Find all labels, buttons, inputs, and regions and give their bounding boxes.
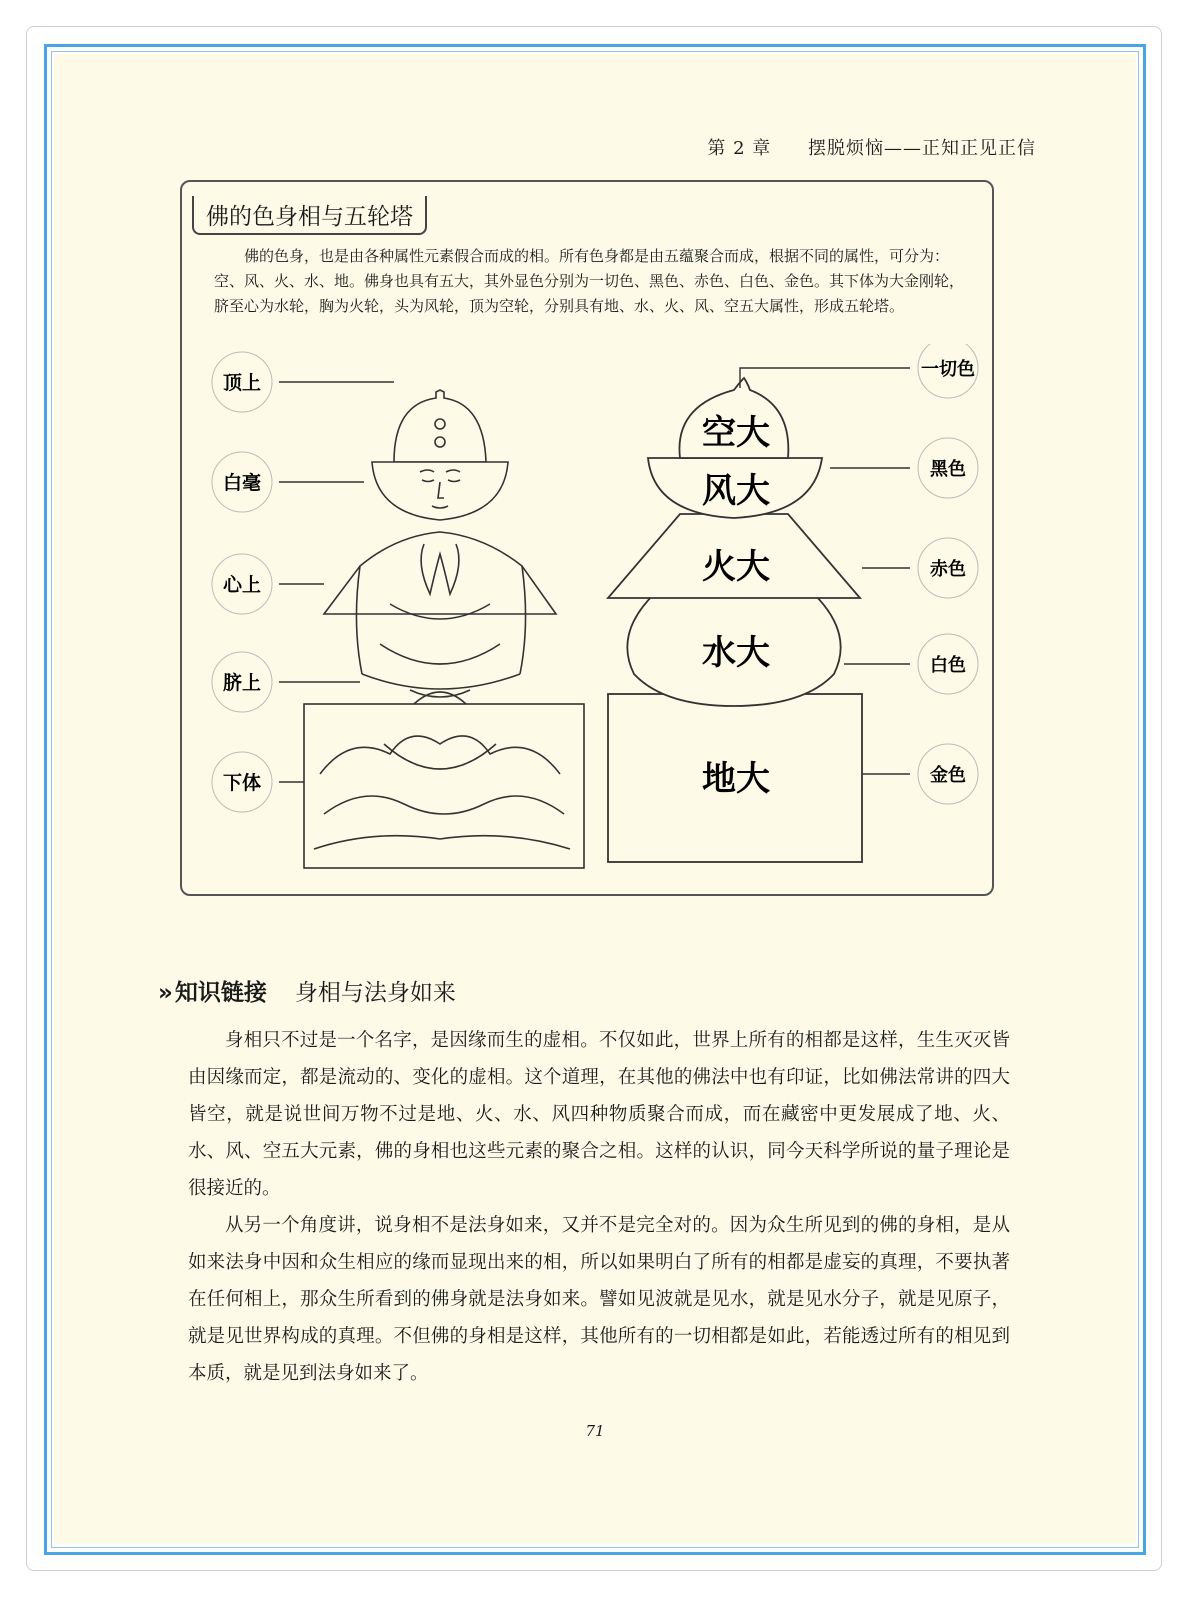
body-label-text: 白毫 bbox=[222, 472, 262, 494]
color-label-text: 一切色 bbox=[921, 359, 975, 380]
body-labels bbox=[212, 352, 272, 812]
running-header bbox=[707, 134, 1036, 160]
body-label-urna bbox=[212, 452, 272, 512]
chapter-title: 摆脱烦恼——正知正见正信 bbox=[808, 138, 1036, 159]
color-label-text: 黑色 bbox=[930, 459, 966, 480]
figure-title: 佛的色身相与五轮塔 bbox=[192, 196, 427, 235]
page-number: 71 bbox=[585, 1422, 605, 1440]
element-label-water: 水大 bbox=[702, 633, 770, 673]
double-chevron-icon: » bbox=[158, 980, 173, 1006]
body-label-text: 顶上 bbox=[222, 372, 262, 394]
paragraph: 身相只不过是一个名字，是因缘而生的虚相。不仅如此，世界上所有的相都是这样，生生灭灭皆由因缘而定，都是流动的、变化的虚相。这个道理，在其他的佛法中也有印证，比如佛法常讲的四大皆空，就是说世间万物不过是地、火、水、风四种物质聚合而成，而在藏密中更发展成了地、火、水、风、空五大元素，佛的身相也这些元素的聚合之相。这样的认识，同今天科学所说的量子理论是很接近的。 bbox=[188, 1030, 1010, 1199]
color-label-text: 赤色 bbox=[930, 559, 966, 580]
color-label-all bbox=[918, 344, 978, 398]
element-label-wind: 风大 bbox=[702, 471, 770, 511]
section-label: 知识链接 bbox=[174, 980, 267, 1006]
section-subtitle: 身相与法身如来 bbox=[294, 980, 456, 1006]
body-label-top bbox=[212, 352, 272, 412]
color-label-white bbox=[918, 634, 978, 694]
chapter-number: 第 2 章 bbox=[707, 138, 772, 159]
color-labels bbox=[918, 344, 978, 804]
color-label-gold bbox=[918, 744, 978, 804]
figure-caption: 佛的色身，也是由各种属性元素假合而成的相。所有色身都是由五蕴聚合而成，根据不同的属性，可分为：空、风、火、水、地。佛身也具有五大，其外显色分别为一切色、黑色、赤色、白色、金色。其下体为大金刚轮，脐至心为水轮，胸为火轮，头为风轮，顶为空轮，分别具有地、水、火、风、空五大属性，形成五轮塔。 bbox=[214, 247, 965, 315]
paragraph: 从另一个角度讲，说身相不是法身如来，又并不是完全对的。因为众生所见到的佛的身相，是从如来法身中因和众生相应的缘而显现出来的相，所以如果明白了所有的相都是虚妄的真理，不要执著在任何相上，那众生所看到的佛身就是法身如来。譬如见波就是见水，就是见水分子，就是见原子，就是见世界构成的真理。不但佛的身相是这样，其他所有的一切相都是如此，若能透过所有的相见到本质，就是见到法身如来了。 bbox=[188, 1215, 1010, 1384]
color-label-black bbox=[918, 438, 978, 498]
section-heading bbox=[158, 974, 456, 1007]
element-label-earth: 地大 bbox=[702, 759, 770, 799]
color-label-text: 白色 bbox=[930, 655, 966, 676]
body-label-text: 下体 bbox=[222, 772, 262, 794]
body-label-lower bbox=[212, 752, 272, 812]
element-label-fire: 火大 bbox=[702, 547, 770, 587]
body-label-navel bbox=[212, 652, 272, 712]
book-page bbox=[54, 54, 1136, 1544]
body-label-text: 心上 bbox=[222, 574, 262, 596]
body-text bbox=[188, 1022, 1010, 1392]
body-label-text: 脐上 bbox=[222, 672, 262, 694]
body-label-heart bbox=[212, 554, 272, 614]
element-label-space: 空大 bbox=[702, 413, 770, 453]
five-ring-diagram bbox=[184, 344, 984, 884]
color-label-text: 金色 bbox=[930, 765, 966, 786]
buddha-illustration bbox=[304, 390, 584, 868]
color-label-red bbox=[918, 538, 978, 598]
